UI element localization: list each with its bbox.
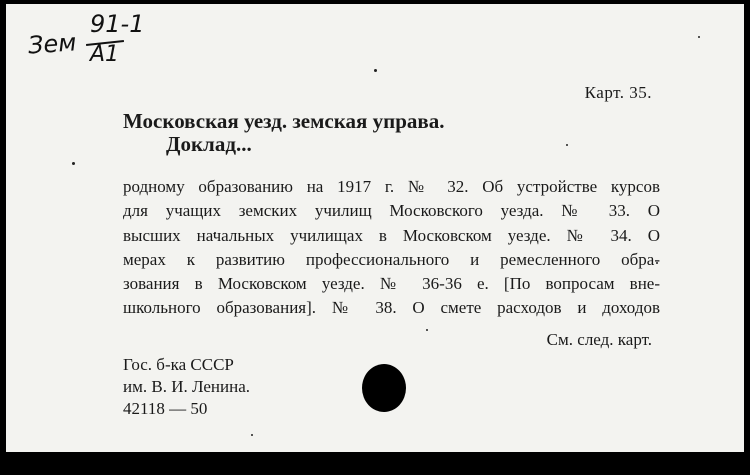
handwritten-fraction-top: 91-1 — [90, 10, 145, 38]
body-line: высших начальных училищах в Московском уезде. № 34. О — [123, 225, 660, 245]
library-code: 42118 — 50 — [123, 399, 208, 418]
library-named-after: им. В. И. Ленина. — [123, 377, 251, 396]
body-line: школьного образования]. № 38. О смете расходов и доходов — [123, 298, 660, 318]
punch-hole — [362, 364, 406, 412]
organization-heading: Московская уезд. земская управа. — [123, 109, 445, 133]
body-line: зования в Московском уезде. № 36-36 е. [По вопросам вне- — [123, 274, 660, 294]
library-name: Гос. б-ка СССР — [123, 355, 234, 374]
card-number: Карт. 35. — [584, 83, 652, 102]
body-line: мерах к развитию профессионального и ремесленного обра- — [123, 249, 660, 269]
body-line: для учащих земских училищ Московского уезда. № 33. О — [123, 201, 660, 221]
library-stamp — [123, 354, 250, 420]
see-next-card: См. след. карт. — [546, 330, 652, 349]
document-type: Доклад... — [166, 132, 252, 156]
body-line: родному образованию на 1917 г. № 32. Об устройстве курсов — [123, 177, 660, 196]
catalog-card — [6, 4, 744, 452]
body-text — [123, 175, 660, 321]
handwritten-shelf-mark: Зем — [27, 28, 78, 60]
handwritten-fraction-bottom: A1 — [90, 42, 120, 67]
